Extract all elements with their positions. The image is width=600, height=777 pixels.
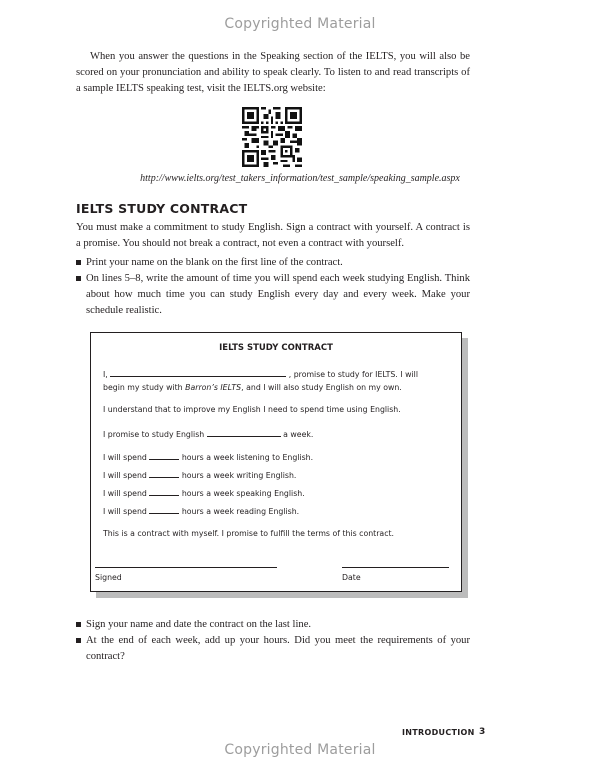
list-item <box>76 271 470 319</box>
follow-up-list <box>76 617 470 665</box>
contract-hours-listening <box>103 452 313 462</box>
watermark-bottom: Copyrighted Material <box>224 742 376 758</box>
contract-text: , promise to study for IELTS. I will <box>288 370 418 379</box>
watermark-top: Copyrighted Material <box>224 16 376 32</box>
contract-text: hours a week listening to English. <box>181 453 314 462</box>
list-item-text: At the end of each week, add up your hours. Did you meet the requirements of your contract? <box>86 635 470 662</box>
contract-text: begin my study with <box>103 383 183 392</box>
list-item-text: Print your name on the blank on the first line of the contract. <box>86 257 343 268</box>
book-title: Barron’s IELTS <box>185 383 242 392</box>
instructions-list <box>76 255 470 319</box>
contract-text: I will spend <box>103 453 147 462</box>
weekly-hours-blank[interactable] <box>207 429 281 437</box>
contract-text: I will spend <box>103 471 147 480</box>
contract-text: I will spend <box>103 489 147 498</box>
list-item-text: On lines 5–8, write the amount of time you will spend each week studying English. Think about how much time you can study English every day and every week. Make your schedule realistic. <box>86 273 470 316</box>
contract-title: IELTS STUDY CONTRACT <box>219 343 333 353</box>
contract-text: a week. <box>283 430 314 439</box>
speaking-hours-blank[interactable] <box>149 488 179 496</box>
contract-text: I, <box>103 370 108 379</box>
signature-line[interactable] <box>95 567 277 568</box>
contract-understand-line: I understand that to improve my English I need to spend time using English. <box>103 405 401 414</box>
name-blank[interactable] <box>110 369 286 377</box>
date-line[interactable] <box>342 567 449 568</box>
footer-section-label: INTRODUCTION <box>402 728 475 737</box>
contract-text: I will spend <box>103 507 147 516</box>
contract-hours-reading <box>103 506 299 516</box>
intro-paragraph: When you answer the questions in the Speaking section of the IELTS, you will also be scored on your pronunciation and ability to speak clearly. To listen to and read transcripts of a sample IELTS speaking test, visit the IELTS.org website: <box>76 51 470 94</box>
listening-hours-blank[interactable] <box>149 452 179 460</box>
section-paragraph: You must make a commitment to study English. Sign a contract with yourself. A contract is a promise. You should not break a contract, not even a contract with yourself. <box>76 222 470 249</box>
list-item <box>76 255 470 271</box>
list-item <box>76 633 470 665</box>
contract-text: hours a week speaking English. <box>181 489 305 498</box>
list-item-text: Sign your name and date the contract on the last line. <box>86 619 312 630</box>
contract-text: hours a week writing English. <box>181 471 297 480</box>
contract-text: , and I will also study English on my own. <box>241 383 402 392</box>
section-heading: IELTS STUDY CONTRACT <box>76 201 248 216</box>
signed-label: Signed <box>95 573 122 582</box>
study-contract-box <box>90 332 462 592</box>
contract-text: I promise to study English <box>103 430 205 439</box>
bullet-square-icon <box>76 276 81 281</box>
contract-closing-line: This is a contract with myself. I promise to fulfill the terms of this contract. <box>103 529 395 538</box>
contract-book-line <box>103 383 402 392</box>
writing-hours-blank[interactable] <box>149 470 179 478</box>
contract-hours-speaking <box>103 488 305 498</box>
sample-url[interactable]: http://www.ielts.org/test_takers_information/test_sample/speaking_sample.aspx <box>140 173 460 184</box>
reading-hours-blank[interactable] <box>149 506 179 514</box>
date-label: Date <box>342 573 361 582</box>
contract-hours-writing <box>103 470 296 480</box>
list-item <box>76 617 470 633</box>
bullet-square-icon <box>76 622 81 627</box>
contract-text: hours a week reading English. <box>181 507 300 516</box>
qr-code-icon <box>242 107 302 167</box>
bullet-square-icon <box>76 638 81 643</box>
contract-promise-line <box>103 429 313 439</box>
bullet-square-icon <box>76 260 81 265</box>
page-number: 3 <box>479 727 486 737</box>
contract-name-line <box>103 369 418 379</box>
